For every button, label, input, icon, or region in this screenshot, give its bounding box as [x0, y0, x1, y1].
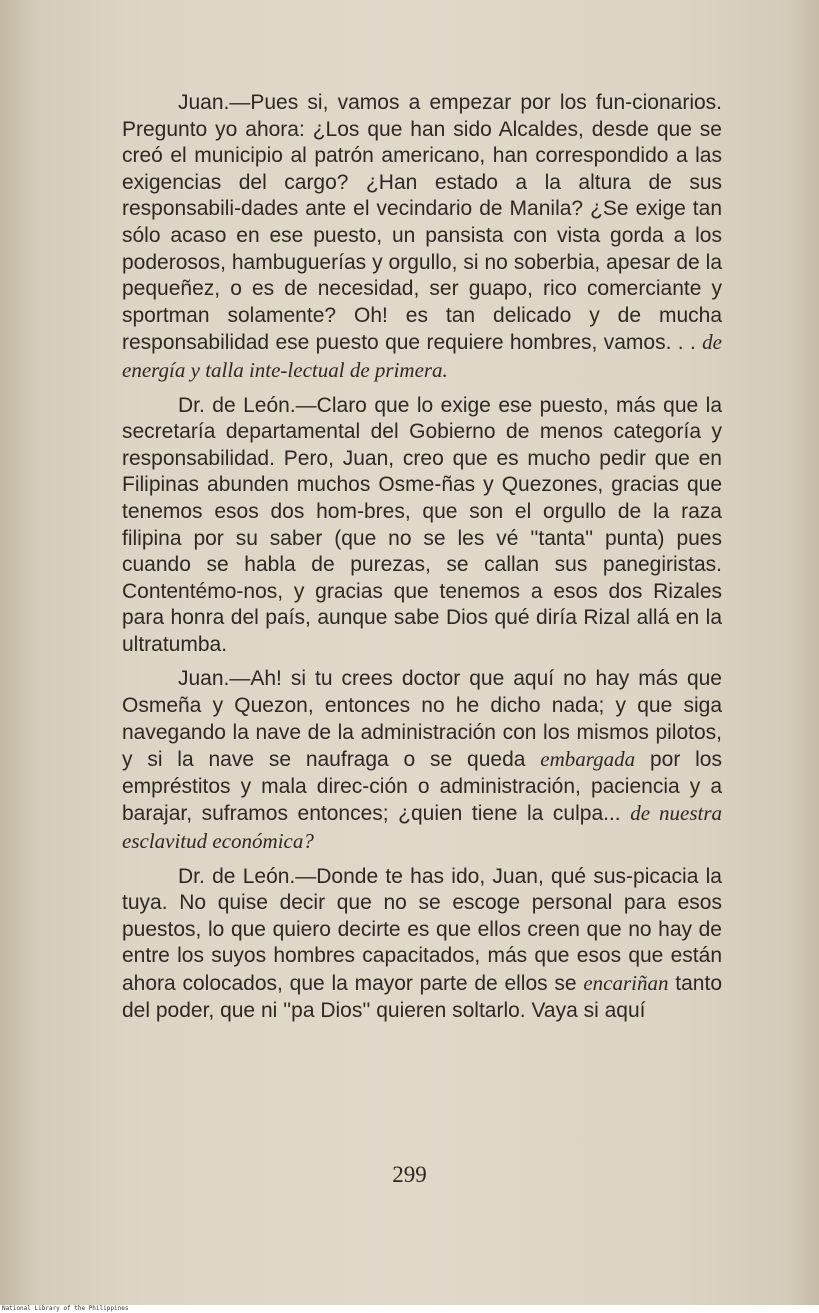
- paragraph-dr-leon-2: [122, 864, 722, 1025]
- body-text: [122, 90, 722, 1032]
- paragraph-text: Juan.—Ah! si tu crees doctor que aquí no hay más que Osmeña y Quezon, entonces no he dicho nada; y que siga navegando la nave de la administración con los mismos pilotos, y si la nave se naufraga o se queda: [122, 667, 722, 772]
- page-number: 299: [392, 1162, 427, 1187]
- paragraph-text: Juan.—Pues si, vamos a empezar por los fun-cionarios. Pregunto yo ahora: ¿Los que han sido Alcaldes, desde que se creó el municipio al patrón americano, han correspondido a las exigencias del cargo? ¿Han estado a la altura de sus responsabili-dades ante el vecindario de Manila? ¿Se exige tan sólo acaso en ese puesto, un pansista con vista gorda a los poderosos, hambuguerías y orgullo, si no soberbia, apesar de la pequeñez, o es de necesidad, ser guapo, rico comerciante y sportman solamente? Oh! es tan delicado y de mucha responsabilidad ese puesto que requiere hombres, vamos. . .: [122, 91, 722, 355]
- paragraph-italic: embargada: [540, 747, 636, 772]
- paragraph-dr-leon-1: [122, 393, 722, 659]
- paragraph-text: Dr. de León.—Claro que lo exige ese puesto, más que la secretaría departamental del Gobierno de menos categoría y responsabilidad. Pero, Juan, creo que es mucho pedir que en Filipinas abunden muchos Osme-ñas y Quezones, gracias que tenemos esos dos hom-bres, que son el orgullo de la raza filipina por su saber (que no se les vé ''tanta'' punta) pues cuando se habla de purezas, se callan sus panegiristas. Contentémo-nos, y gracias que tenemos a esos dos Rizales para honra del país, aunque sabe Dios qué diría Rizal allá en la ultratumba.: [122, 393, 722, 656]
- page-edge-shadow-right: [789, 0, 819, 1305]
- paragraph-text: Dr. de León.—Donde te has ido, Juan, qué sus-picacia la tuya. No quise decir que no se escoge personal para esos puestos, lo que quiero decirte es que ellos creen que no hay de entre los suyos hombres capacitados, más que esos que están ahora colocados, que la mayor parte de ellos se: [122, 864, 722, 995]
- paragraph-text-cont: por los empréstitos y mala direc-ción o administración, paciencia y a barajar, suframos entonces; ¿quien tiene la culpa...: [122, 748, 722, 826]
- paragraph-italic: encariñan: [583, 971, 669, 995]
- library-credit: National Library of the Philippines: [2, 1305, 129, 1312]
- paragraph-juan-2: [122, 666, 722, 855]
- paragraph-juan-1: [122, 90, 722, 385]
- paragraph-italic: de energía y talla inte-lectual de primera.: [122, 330, 722, 382]
- page-edge-shadow-left: [0, 0, 40, 1305]
- paragraph-text-cont: tanto del poder, que ni ''pa Dios'' quieren soltarlo. Vaya si aquí: [122, 972, 722, 1022]
- paragraph-italic-2: de nuestra esclavitud económica?: [122, 801, 723, 854]
